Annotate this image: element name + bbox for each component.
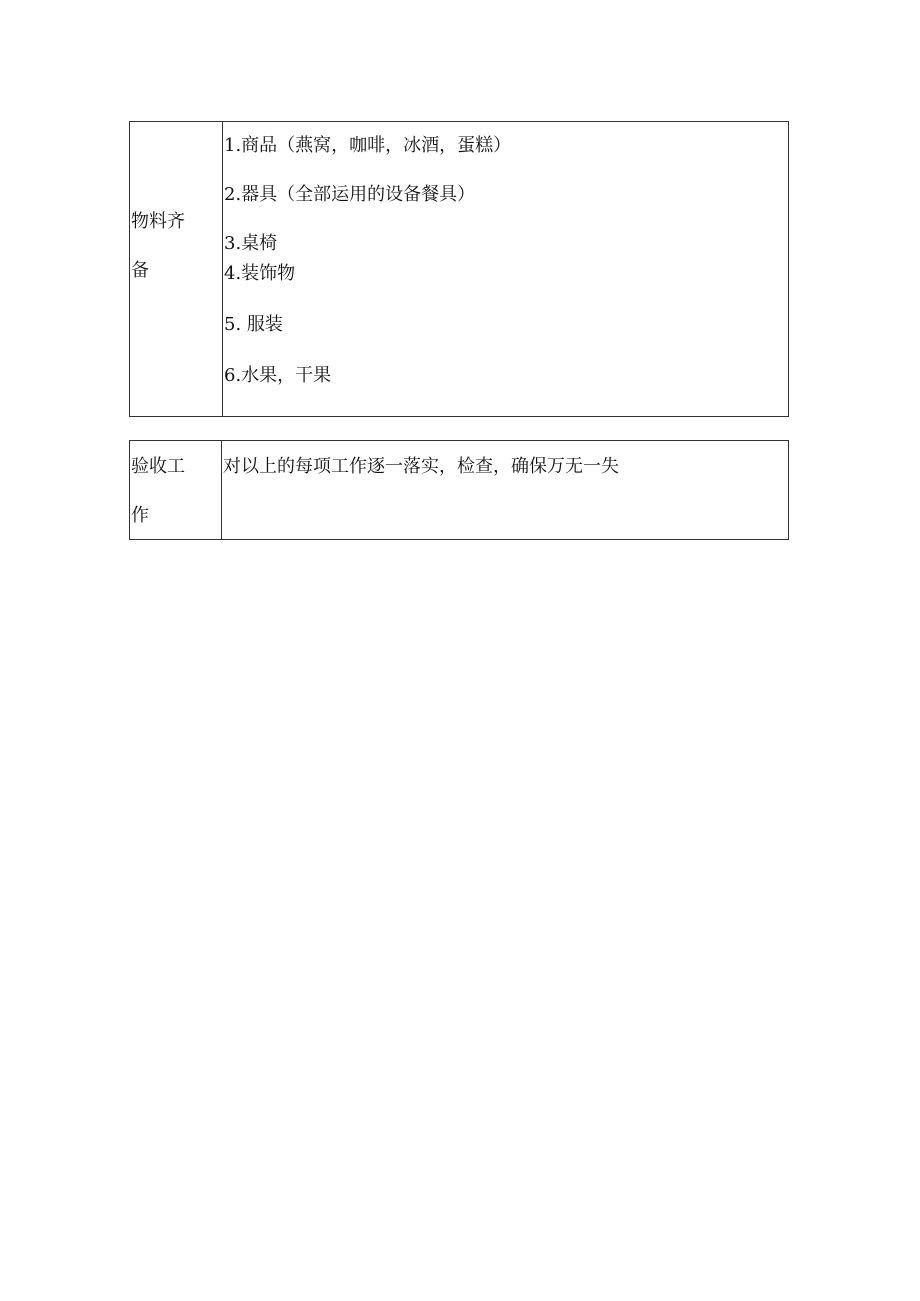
materials-item-4: 4.装饰物 <box>224 263 296 284</box>
materials-label-line2: 备 <box>131 260 149 281</box>
materials-label-cell <box>130 122 223 416</box>
materials-item-2: 2.器具（全部运用的设备餐具） <box>224 184 476 205</box>
acceptance-label-cell <box>130 441 222 539</box>
materials-table <box>129 121 789 417</box>
materials-item-6: 6.水果，干果 <box>224 365 332 386</box>
materials-label-line1: 物料齐 <box>131 211 185 232</box>
materials-content-cell <box>223 122 788 416</box>
materials-item-1: 1.商品（燕窝，咖啡，冰酒，蛋糕） <box>224 135 512 156</box>
materials-item-5: 5. 服装 <box>224 314 283 335</box>
acceptance-content-cell <box>222 441 788 539</box>
acceptance-label-line1: 验收工 <box>131 456 185 477</box>
acceptance-table <box>129 440 789 540</box>
acceptance-content-text: 对以上的每项工作逐一落实，检查，确保万无一失 <box>223 456 619 477</box>
acceptance-label-line2: 作 <box>131 505 149 526</box>
materials-item-3: 3.桌椅 <box>224 233 278 254</box>
